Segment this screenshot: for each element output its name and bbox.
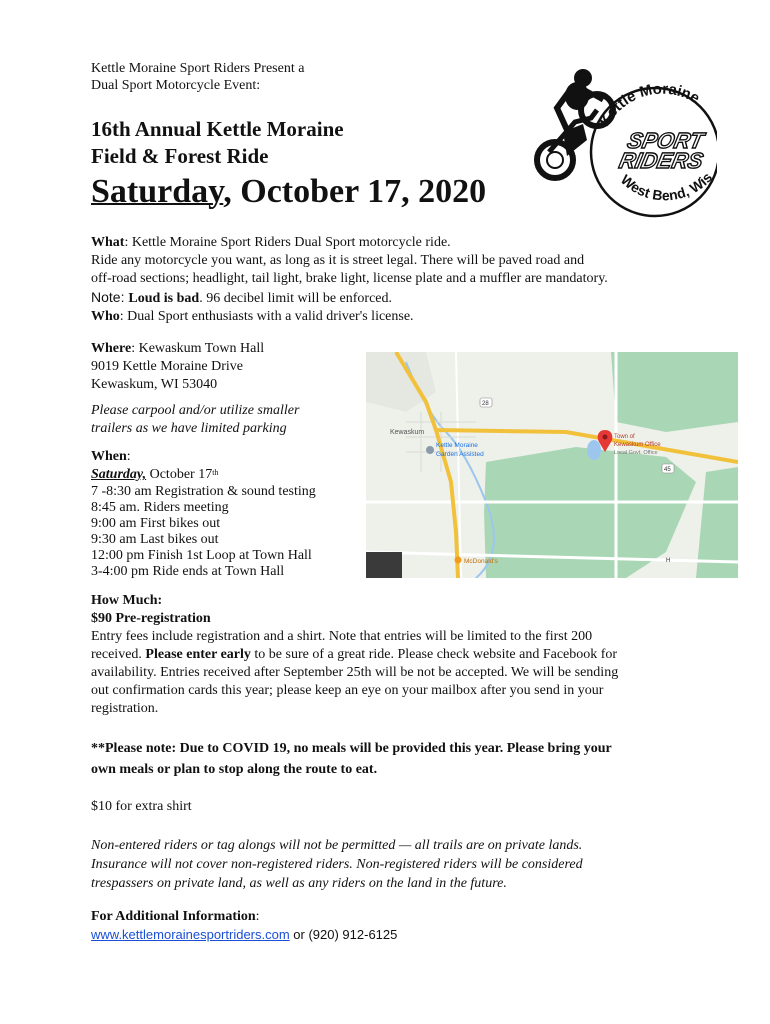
price-label: $90 Pre-registration [91,611,211,626]
pin-label-2: Kewaskum Office [614,442,661,448]
what-section [91,234,691,326]
mcdonalds-label: McDonald's [464,558,498,565]
covid-line-1: **Please note: Due to COVID 19, no meals will be provided this year. Please bring your [91,741,612,756]
what-line-2: Ride any motorcycle you want, as long as it is street legal. There will be paved road and [91,253,585,268]
logo-sport-text: SPORT [625,128,706,153]
where-text: : Kewaskum Town Hall [131,341,265,356]
intro-text [91,60,304,94]
contact-label: For Additional Information [91,909,256,924]
website-link[interactable]: www.kettlemorainesportriders.com [91,927,290,942]
covid-line-2: own meals or plan to stop along the route to eat. [91,762,378,777]
pricing-section [91,592,691,718]
intro-line-2: Dual Sport Motorcycle Event: [91,78,261,93]
event-title [91,116,344,170]
extra-shirt-price: $10 for extra shirt [91,799,192,814]
logo-top-text: Kettle Moraine [596,80,703,130]
garden-pin-icon[interactable] [426,446,434,454]
carpool-line-1: Please carpool and/or utilize smaller [91,403,300,418]
restaurant-pin-icon[interactable] [455,557,462,564]
note-bold: Loud is bad [128,291,200,306]
pricing-line-4: out confirmation cards this year; please keep an eye on your mailbox after you send in your [91,683,604,698]
schedule-item: 3-4:00 pm Ride ends at Town Hall [91,564,285,579]
schedule-item: 9:00 am First bikes out [91,516,221,531]
address-line-2: Kewaskum, WI 53040 [91,377,218,392]
route-28-shield: 28 [482,401,489,407]
who-text: : Dual Sport enthusiasts with a valid driver's license. [119,309,414,324]
pin-label-1: Town of [614,434,635,440]
disclaimer [91,836,691,893]
route-45-shield: 45 [664,467,671,473]
map-town-label: Kewaskum [390,429,425,436]
event-title-line-1: 16th Annual Kettle Moraine [91,117,344,141]
event-title-line-2: Field & Forest Ride [91,144,269,168]
lake [587,440,601,460]
carpool-note [91,402,361,438]
disclaimer-line-1: Non-entered riders or tag alongs will not be permitted — all trails are on private lands. [91,838,583,853]
how-much-label: How Much: [91,593,163,608]
what-text: : Kettle Moraine Sport Riders Dual Sport motorcycle ride. [124,235,451,250]
enter-early-text: Please enter early [145,647,251,662]
garden-label-1: Kettle Moraine [436,442,478,449]
disclaimer-line-3: trespassers on private land, as well as any riders on the land in the future. [91,876,507,891]
who-label: Who [91,309,120,324]
club-logo [527,60,717,220]
when-colon: : [126,449,131,464]
event-date [91,172,486,212]
map-layer-thumbnail[interactable] [366,552,402,578]
pricing-line-2b: to be sure of a great ride. Please check website and Facebook for [250,647,618,662]
contact-section [91,908,691,945]
logo-bottom-text: West Bend, Wis [617,169,716,204]
schedule-item: 8:45 am. Riders meeting [91,500,229,515]
what-line-3: off-road sections; headlight, tail light, brake light, license plate and a muffler are mandatory. [91,271,608,286]
when-section [91,448,371,580]
schedule-item: 7 -8:30 am Registration & sound testing [91,484,316,499]
garden-label-2: Garden Assisted [436,451,484,458]
location-map[interactable] [366,352,738,578]
pricing-line-3: availability. Entries received after September 25th will be not be accepted. We will be sending [91,665,619,680]
disclaimer-line-2: Insurance will not cover non-registered riders. Non-registered riders will be considered [91,857,583,872]
pin-label-3: Local Govt. Office [614,450,658,456]
contact-phone: or (920) 912-6125 [289,927,398,942]
logo-riders-text: RIDERS [616,148,706,173]
pricing-line-5: registration. [91,701,159,716]
forest-area [611,352,738,432]
carpool-line-2: trailers as we have limited parking [91,421,287,436]
schedule-list [91,484,371,580]
when-day: Saturday, [91,467,147,482]
schedule-item: 12:00 pm Finish 1st Loop at Town Hall [91,548,312,563]
pricing-line-1: Entry fees include registration and a shirt. Note that entries will be limited to the first 200 [91,629,593,644]
where-label: Where [91,341,132,356]
event-date-day: Saturday [91,173,224,210]
intro-line-1: Kettle Moraine Sport Riders Present a [91,61,305,76]
note-rest: . 96 decibel limit will be enforced. [199,291,393,306]
note-label: Note: [91,289,129,305]
covid-note [91,738,691,780]
event-date-rest: , October 17, 2020 [223,173,487,210]
schedule-item: 9:30 am Last bikes out [91,532,219,547]
where-section [91,340,361,394]
when-label: When [91,449,127,464]
contact-colon: : [255,909,260,924]
what-label: What [91,235,125,250]
address-line-1: 9019 Kettle Moraine Drive [91,359,244,374]
pricing-line-2a: received. [91,647,146,662]
when-date-suffix: th [212,468,219,477]
when-date: October 17 [146,467,213,482]
route-h-label: H [666,558,671,564]
